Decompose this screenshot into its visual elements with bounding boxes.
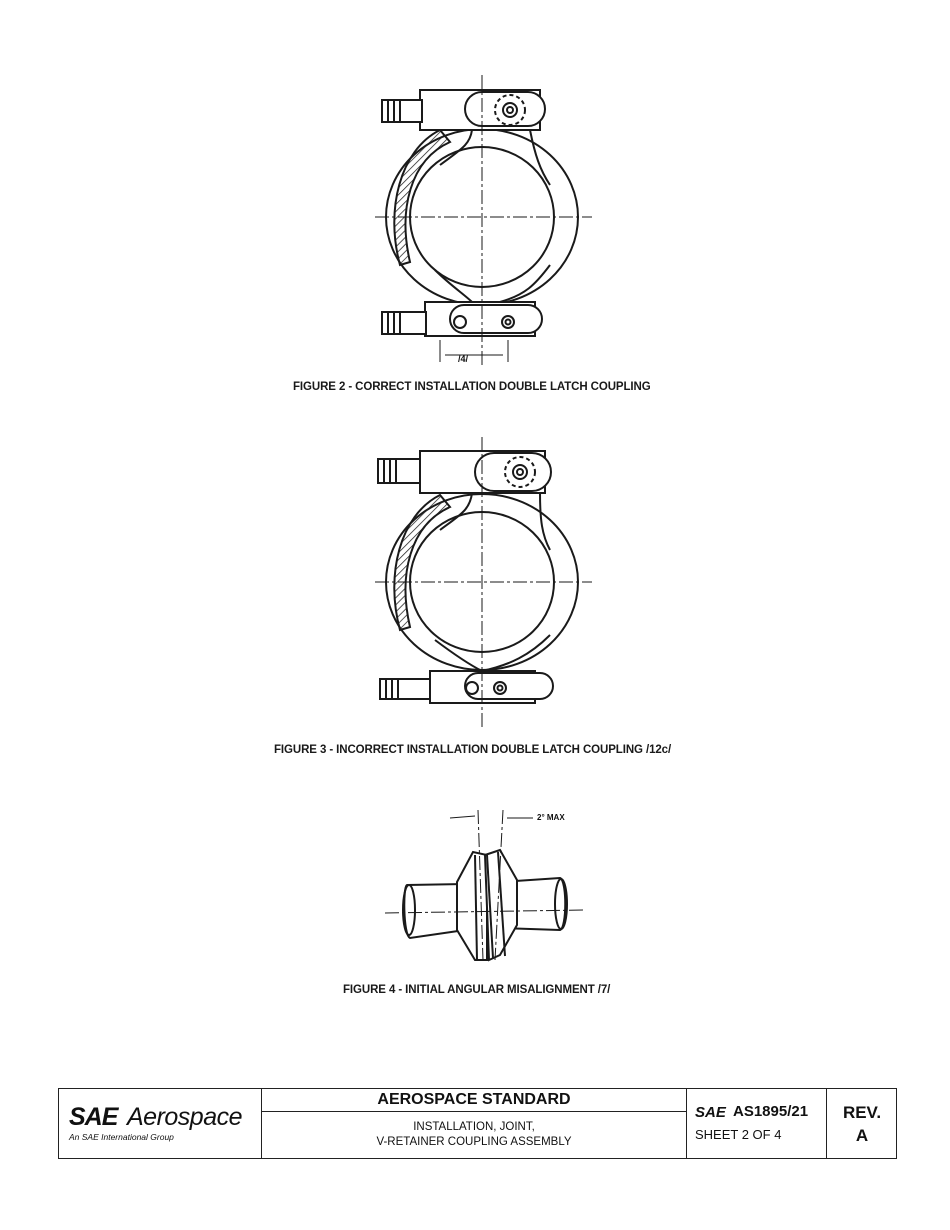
revision-label: REV. bbox=[842, 1103, 882, 1122]
sae-small-mark: SAE bbox=[695, 1104, 726, 1121]
sheet-number: SHEET 2 OF 4 bbox=[695, 1127, 782, 1142]
figure-4-angle-label: 2° MAX bbox=[537, 813, 565, 822]
description-line-1: INSTALLATION, JOINT, bbox=[413, 1121, 535, 1133]
document-number: AS1895/21 bbox=[733, 1103, 809, 1120]
logo-cell bbox=[59, 1089, 262, 1158]
description-line-2: V-RETAINER COUPLING ASSEMBLY bbox=[376, 1136, 572, 1148]
figure-2-dimension-label: /4/ bbox=[458, 354, 469, 364]
figure-4-caption: FIGURE 4 - INITIAL ANGULAR MISALIGNMENT /7/ bbox=[343, 984, 611, 996]
revision-value: A bbox=[855, 1126, 869, 1145]
figure-2-caption: FIGURE 2 - CORRECT INSTALLATION DOUBLE LATCH COUPLING bbox=[293, 381, 651, 393]
sae-logo-mark: SAE bbox=[69, 1103, 118, 1131]
figure-4-drawing bbox=[385, 800, 585, 970]
figure-2-drawing bbox=[360, 70, 600, 370]
document-number-cell bbox=[687, 1089, 827, 1158]
logo-tagline: An SAE International Group bbox=[69, 1132, 174, 1142]
document-description bbox=[262, 1120, 686, 1150]
figure-3-drawing bbox=[360, 435, 600, 730]
title-cell bbox=[262, 1089, 687, 1158]
standard-title: AEROSPACE STANDARD bbox=[262, 1089, 686, 1112]
title-block bbox=[58, 1088, 897, 1159]
revision-cell bbox=[827, 1089, 897, 1158]
aerospace-logo-text: Aerospace bbox=[127, 1103, 243, 1131]
figure-3-caption: FIGURE 3 - INCORRECT INSTALLATION DOUBLE LATCH COUPLING /12c/ bbox=[274, 744, 672, 756]
